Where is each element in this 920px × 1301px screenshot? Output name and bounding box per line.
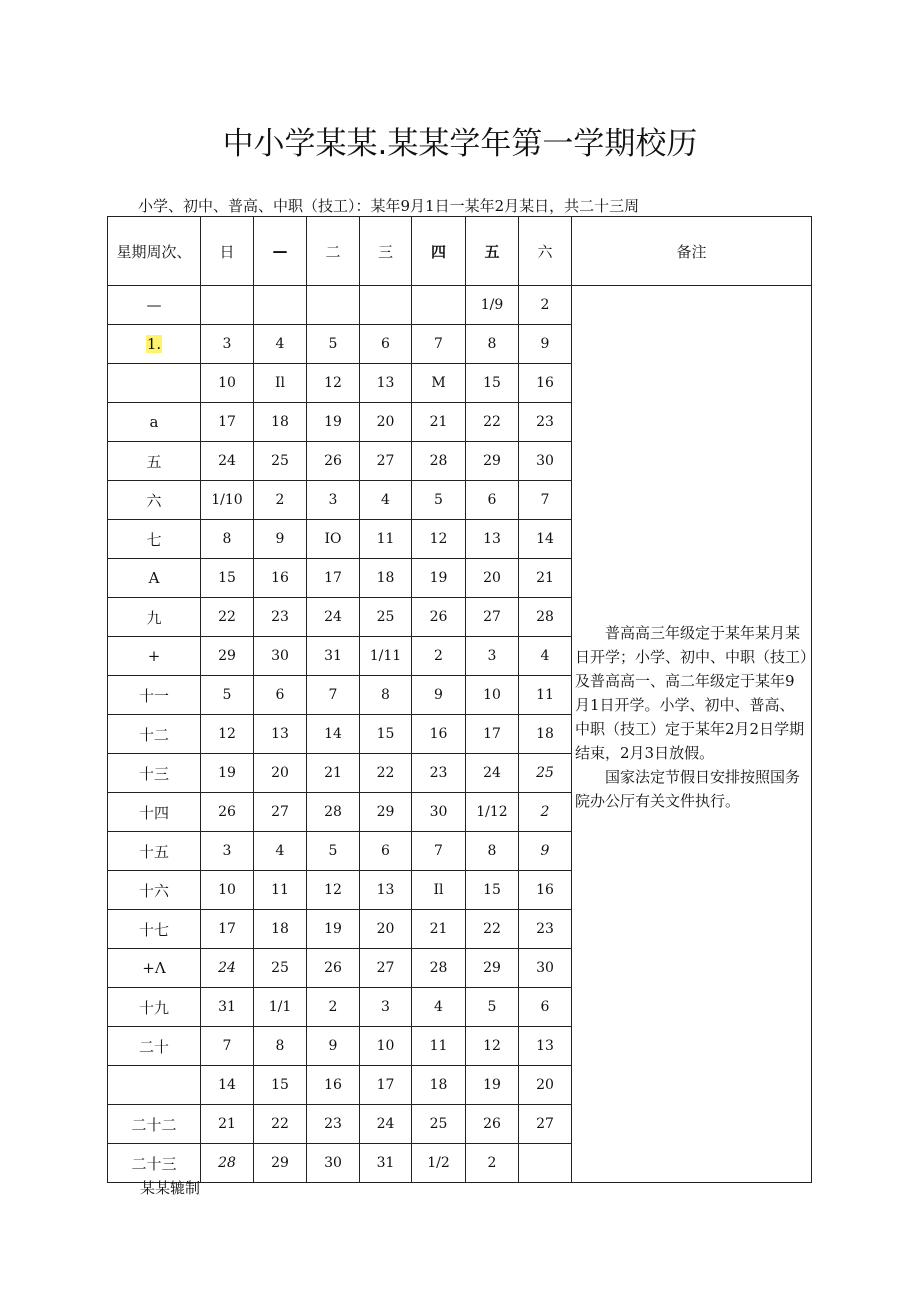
- date-cell: 26: [466, 1105, 519, 1144]
- week-number: 十四: [108, 793, 201, 832]
- date-cell: 30: [412, 793, 466, 832]
- date-cell: 8: [254, 1027, 307, 1066]
- date-cell: Il: [254, 364, 307, 403]
- date-cell: 5: [201, 676, 254, 715]
- date-cell: 7: [519, 481, 572, 520]
- date-cell: 8: [201, 520, 254, 559]
- week-number: 十一: [108, 676, 201, 715]
- date-cell: 13: [254, 715, 307, 754]
- date-cell: 15: [201, 559, 254, 598]
- footer-compiler: 某某辘制: [140, 1179, 201, 1197]
- date-cell: 20: [360, 403, 412, 442]
- date-cell: 1/12: [466, 793, 519, 832]
- week-number: —: [108, 286, 201, 325]
- date-cell: 26: [307, 949, 360, 988]
- week-number: 五: [108, 442, 201, 481]
- date-cell: 20: [360, 910, 412, 949]
- date-cell: 12: [466, 1027, 519, 1066]
- date-cell: 26: [307, 442, 360, 481]
- date-cell: 3: [466, 637, 519, 676]
- date-cell: 17: [466, 715, 519, 754]
- date-cell: 24: [466, 754, 519, 793]
- date-cell: 13: [466, 520, 519, 559]
- date-cell: 28: [412, 442, 466, 481]
- remarks-paragraph-holidays: 国家法定节假日安排按照国务院办公厅有关文件执行。: [575, 768, 801, 810]
- date-cell: 27: [360, 949, 412, 988]
- date-cell: 16: [412, 715, 466, 754]
- date-cell: 18: [412, 1066, 466, 1105]
- date-cell: 6: [254, 676, 307, 715]
- date-cell: 5: [307, 832, 360, 871]
- week-number: 十九: [108, 988, 201, 1027]
- week-number: 二十: [108, 1027, 201, 1066]
- date-cell: 17: [307, 559, 360, 598]
- date-cell: 12: [412, 520, 466, 559]
- date-cell: 11: [412, 1027, 466, 1066]
- date-cell: 10: [466, 676, 519, 715]
- week-number: a: [108, 403, 201, 442]
- date-cell: 4: [254, 832, 307, 871]
- date-cell: 3: [360, 988, 412, 1027]
- date-cell: 1/11: [360, 637, 412, 676]
- week-number: 十三: [108, 754, 201, 793]
- date-cell: 14: [201, 1066, 254, 1105]
- date-cell: 15: [254, 1066, 307, 1105]
- date-cell: 16: [519, 364, 572, 403]
- date-cell: 15: [360, 715, 412, 754]
- date-cell: 18: [254, 403, 307, 442]
- date-cell: 25: [519, 754, 572, 793]
- date-cell: 29: [466, 442, 519, 481]
- day-header-sun: 日: [201, 217, 254, 286]
- date-cell: 29: [201, 637, 254, 676]
- date-cell: 19: [307, 403, 360, 442]
- school-calendar-table: [107, 216, 812, 1183]
- date-cell: 15: [466, 364, 519, 403]
- date-cell: 8: [466, 325, 519, 364]
- week-number: [108, 325, 201, 364]
- date-cell: 4: [412, 988, 466, 1027]
- date-cell: 11: [254, 871, 307, 910]
- date-cell: 5: [466, 988, 519, 1027]
- date-cell: 17: [360, 1066, 412, 1105]
- date-cell: Il: [412, 871, 466, 910]
- date-cell: 4: [360, 481, 412, 520]
- date-cell: 7: [307, 676, 360, 715]
- date-cell: [519, 1144, 572, 1183]
- remarks-paragraph-dates: 普高高三年级定于某年某月某日开学；小学、初中、中职（技工）及普高高一、高二年级定于某年9月1日开学。小学、初中、普高、中职（技工）定于某年2月2日学期结束，2月3日放假。: [575, 624, 808, 762]
- date-cell: 31: [307, 637, 360, 676]
- date-cell: 16: [254, 559, 307, 598]
- date-cell: 8: [360, 676, 412, 715]
- date-cell: M: [412, 364, 466, 403]
- week-number: 六: [108, 481, 201, 520]
- date-cell: 13: [360, 364, 412, 403]
- date-cell: 24: [201, 949, 254, 988]
- date-cell: 9: [412, 676, 466, 715]
- date-cell: 19: [466, 1066, 519, 1105]
- week-number: +Λ: [108, 949, 201, 988]
- date-cell: 2: [519, 793, 572, 832]
- date-cell: 28: [519, 598, 572, 637]
- date-cell: 4: [519, 637, 572, 676]
- day-header-thu: 四: [412, 217, 466, 286]
- date-cell: 9: [519, 832, 572, 871]
- date-cell: 16: [519, 871, 572, 910]
- date-cell: 7: [201, 1027, 254, 1066]
- date-cell: 2: [412, 637, 466, 676]
- date-cell: 23: [412, 754, 466, 793]
- date-cell: [201, 286, 254, 325]
- date-cell: 12: [201, 715, 254, 754]
- date-cell: IO: [307, 520, 360, 559]
- date-cell: 6: [519, 988, 572, 1027]
- date-cell: 13: [519, 1027, 572, 1066]
- header-row: [108, 217, 812, 286]
- date-cell: 17: [201, 403, 254, 442]
- week-number: [108, 1066, 201, 1105]
- date-cell: 14: [307, 715, 360, 754]
- note-header: 备注: [572, 217, 812, 286]
- date-cell: 24: [307, 598, 360, 637]
- date-cell: 1/9: [466, 286, 519, 325]
- date-cell: 21: [307, 754, 360, 793]
- week-number: 二十二: [108, 1105, 201, 1144]
- date-cell: 29: [254, 1144, 307, 1183]
- date-cell: 7: [412, 832, 466, 871]
- date-cell: 9: [519, 325, 572, 364]
- week-number: 二十三: [108, 1144, 201, 1183]
- date-cell: 22: [201, 598, 254, 637]
- date-cell: 31: [360, 1144, 412, 1183]
- date-cell: 23: [254, 598, 307, 637]
- date-cell: 12: [307, 871, 360, 910]
- date-cell: 25: [360, 598, 412, 637]
- date-cell: 6: [360, 325, 412, 364]
- date-cell: 20: [519, 1066, 572, 1105]
- page-title: 中小学某某.某某学年第一学期校历: [222, 126, 698, 162]
- date-cell: 3: [201, 325, 254, 364]
- date-cell: 17: [201, 910, 254, 949]
- date-cell: 5: [307, 325, 360, 364]
- week-number: A: [108, 559, 201, 598]
- date-cell: 30: [519, 442, 572, 481]
- date-cell: 10: [360, 1027, 412, 1066]
- date-cell: 27: [360, 442, 412, 481]
- week-header: 星期周次、: [108, 217, 201, 286]
- date-cell: 8: [466, 832, 519, 871]
- date-cell: 25: [254, 949, 307, 988]
- date-cell: 30: [519, 949, 572, 988]
- date-cell: 23: [307, 1105, 360, 1144]
- date-cell: [412, 286, 466, 325]
- date-cell: [360, 286, 412, 325]
- date-cell: 2: [466, 1144, 519, 1183]
- date-cell: 3: [201, 832, 254, 871]
- date-cell: 21: [519, 559, 572, 598]
- date-cell: 7: [412, 325, 466, 364]
- date-cell: 27: [254, 793, 307, 832]
- date-cell: 21: [201, 1105, 254, 1144]
- date-cell: 15: [466, 871, 519, 910]
- date-cell: 29: [466, 949, 519, 988]
- week-number: 十五: [108, 832, 201, 871]
- date-cell: 29: [360, 793, 412, 832]
- week-number: 九: [108, 598, 201, 637]
- day-header-fri: 五: [466, 217, 519, 286]
- date-cell: 18: [519, 715, 572, 754]
- date-cell: 18: [360, 559, 412, 598]
- highlighted-week-number: 1.: [146, 335, 162, 353]
- date-cell: 22: [254, 1105, 307, 1144]
- day-header-tue: 二: [307, 217, 360, 286]
- date-cell: 21: [412, 403, 466, 442]
- date-cell: 20: [254, 754, 307, 793]
- date-cell: 30: [254, 637, 307, 676]
- date-cell: 21: [412, 910, 466, 949]
- date-cell: 13: [360, 871, 412, 910]
- date-cell: [307, 286, 360, 325]
- date-cell: 27: [519, 1105, 572, 1144]
- week-number: 十二: [108, 715, 201, 754]
- date-cell: 25: [412, 1105, 466, 1144]
- day-header-mon: —: [254, 217, 307, 286]
- calendar-subtitle: 小学、初中、普高、中职（技工）：某年9月1日一某年2月某日，共二十三周: [138, 197, 640, 215]
- week-number: 七: [108, 520, 201, 559]
- date-cell: 28: [412, 949, 466, 988]
- date-cell: 28: [307, 793, 360, 832]
- date-cell: 16: [307, 1066, 360, 1105]
- date-cell: 9: [254, 520, 307, 559]
- date-cell: 23: [519, 910, 572, 949]
- date-cell: 22: [466, 910, 519, 949]
- week-number: +: [108, 637, 201, 676]
- date-cell: 24: [201, 442, 254, 481]
- week-row: [108, 286, 812, 325]
- date-cell: 26: [201, 793, 254, 832]
- date-cell: 11: [519, 676, 572, 715]
- week-number: 十七: [108, 910, 201, 949]
- date-cell: 14: [519, 520, 572, 559]
- date-cell: 30: [307, 1144, 360, 1183]
- date-cell: 2: [307, 988, 360, 1027]
- date-cell: 19: [412, 559, 466, 598]
- date-cell: 1/10: [201, 481, 254, 520]
- day-header-wed: 三: [360, 217, 412, 286]
- date-cell: [254, 286, 307, 325]
- date-cell: 9: [307, 1027, 360, 1066]
- remarks-cell: [572, 286, 812, 1183]
- week-number: [108, 364, 201, 403]
- date-cell: 18: [254, 910, 307, 949]
- date-cell: 25: [254, 442, 307, 481]
- date-cell: 10: [201, 871, 254, 910]
- date-cell: 5: [412, 481, 466, 520]
- date-cell: 4: [254, 325, 307, 364]
- date-cell: 27: [466, 598, 519, 637]
- date-cell: 19: [201, 754, 254, 793]
- date-cell: 6: [466, 481, 519, 520]
- day-header-sat: 六: [519, 217, 572, 286]
- date-cell: 23: [519, 403, 572, 442]
- date-cell: 1/2: [412, 1144, 466, 1183]
- week-number: 十六: [108, 871, 201, 910]
- date-cell: 31: [201, 988, 254, 1027]
- date-cell: 3: [307, 481, 360, 520]
- date-cell: 22: [466, 403, 519, 442]
- date-cell: 10: [201, 364, 254, 403]
- date-cell: 2: [519, 286, 572, 325]
- date-cell: 1/1: [254, 988, 307, 1027]
- date-cell: 11: [360, 520, 412, 559]
- date-cell: 26: [412, 598, 466, 637]
- date-cell: 19: [307, 910, 360, 949]
- date-cell: 28: [201, 1144, 254, 1183]
- date-cell: 22: [360, 754, 412, 793]
- date-cell: 24: [360, 1105, 412, 1144]
- date-cell: 20: [466, 559, 519, 598]
- date-cell: 12: [307, 364, 360, 403]
- date-cell: 6: [360, 832, 412, 871]
- date-cell: 2: [254, 481, 307, 520]
